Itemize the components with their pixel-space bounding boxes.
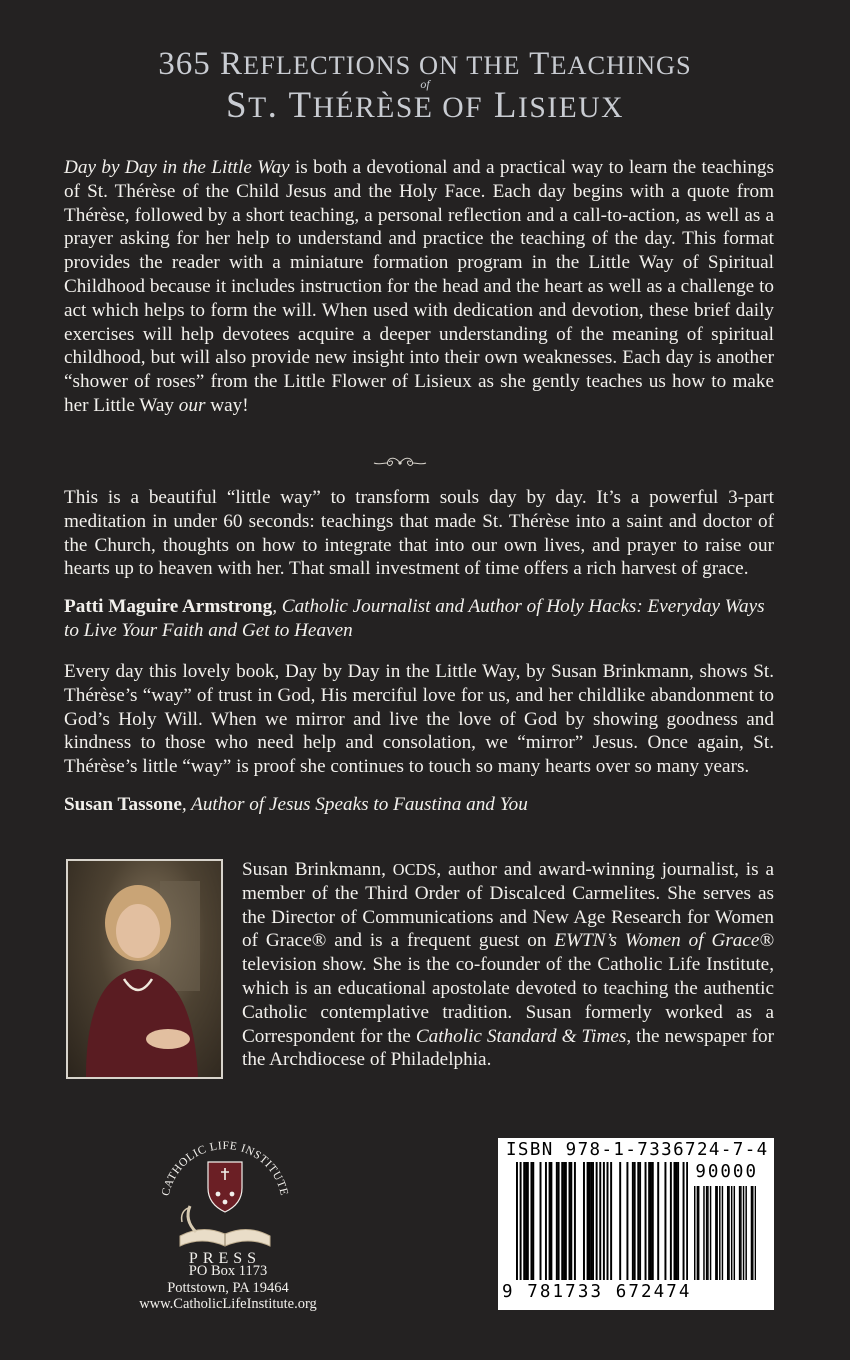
barcode-bar bbox=[523, 1162, 525, 1280]
barcode-bar bbox=[527, 1162, 529, 1280]
title-line-2: ST. THÉRÈSE OF LISIEUX bbox=[226, 85, 624, 126]
addon-bar bbox=[694, 1186, 695, 1280]
barcode-bar bbox=[588, 1162, 590, 1280]
publisher-website: www.CatholicLifeInstitute.org bbox=[139, 1296, 317, 1312]
addon-bar bbox=[707, 1186, 708, 1280]
endorsement-attribution-1: Patti Maguire Armstrong, Catholic Journalist and Author of Holy Hacks: Everyday Ways to Live Your Faith and Get to Heaven bbox=[64, 596, 765, 641]
barcode-bar bbox=[664, 1162, 666, 1280]
barcode-bar bbox=[670, 1162, 672, 1280]
barcode-bar bbox=[532, 1162, 534, 1280]
barcode-bar bbox=[637, 1162, 639, 1280]
barcode-bar bbox=[675, 1162, 677, 1280]
ornament-divider-icon bbox=[370, 453, 430, 473]
addon-bar bbox=[716, 1186, 717, 1280]
barcode-bar bbox=[550, 1162, 552, 1280]
barcode-bar bbox=[590, 1162, 592, 1280]
barcode-bar bbox=[545, 1162, 547, 1280]
quill-icon bbox=[182, 1206, 196, 1232]
addon-bar bbox=[728, 1186, 729, 1280]
title-line-1: 365 REFLECTIONS ON THE TEACHINGS bbox=[158, 46, 692, 82]
addon-bar bbox=[752, 1186, 753, 1280]
barcode-bar bbox=[540, 1162, 542, 1280]
addon-bar bbox=[731, 1186, 732, 1280]
barcode-bar bbox=[683, 1162, 685, 1280]
barcode-bar bbox=[558, 1162, 560, 1280]
barcode-bar bbox=[652, 1162, 654, 1280]
isbn-label: ISBN 978-1-7336724-7-4 bbox=[506, 1140, 769, 1160]
carmelite-shield-icon bbox=[208, 1162, 242, 1212]
barcode-bar bbox=[583, 1162, 585, 1280]
barcode-bar bbox=[565, 1162, 567, 1280]
book-title bbox=[0, 44, 850, 129]
barcode-bar bbox=[570, 1162, 572, 1280]
addon-bar bbox=[697, 1186, 698, 1280]
address-line-2: Pottstown, PA 19464 bbox=[167, 1279, 289, 1296]
addon-bar bbox=[751, 1186, 752, 1280]
barcode-bar bbox=[632, 1162, 634, 1280]
addon-bar bbox=[740, 1186, 741, 1280]
addon-bar bbox=[739, 1186, 740, 1280]
barcode-bar bbox=[648, 1162, 650, 1280]
endorsement-attribution-2: Susan Tassone, Author of Jesus Speaks to Faustina and You bbox=[64, 794, 528, 815]
barcode-bar bbox=[574, 1162, 576, 1280]
barcode-bar bbox=[619, 1162, 621, 1280]
addon-bar bbox=[703, 1186, 704, 1280]
barcode-bar bbox=[556, 1162, 558, 1280]
barcode-bar bbox=[596, 1162, 598, 1280]
addon-bar bbox=[715, 1186, 716, 1280]
author-bio: Susan Brinkmann, OCDS, author and award-winning journalist, is a member of the Third Order of Discalced Carmelites. She serves as the Director of Communications and New Age Research for Women of Grace® and is a frequent guest on EWTN’s Women of Grace® television show. She is the co-founder of the Catholic Life Institute, which is an educational apostolate devoted to teaching the authentic Catholic contemplative tradition. Susan formerly worked as a Correspondent for the Catholic Standard & Times, the newspaper for the Archdiocese of Philadelphia. bbox=[242, 859, 775, 1071]
title-of: of bbox=[420, 77, 430, 91]
barcode-bar bbox=[645, 1162, 647, 1280]
isbn-barcode bbox=[498, 1138, 774, 1310]
barcode-bar bbox=[520, 1162, 522, 1280]
barcode-digits: 9 781733 672474 bbox=[502, 1282, 692, 1302]
addon-bar bbox=[745, 1186, 746, 1280]
book-description: Day by Day in the Little Way is both a devotional and a practical way to learn the teachings of St. Thérèse of the Child Jesus and the Holy Face. Each day begins with a quote from Thérèse, followed by a short teaching, a personal reflection and a call-to-action, as well as a prayer asking for her help to understand and practice the teaching of the day. This format provides the reader with a miniature formation program in the Little Way of Spiritual Childhood because it includes instruction for the head and the heart as well as a challenge to act which helps to form the will. When used with dedication and devotion, these brief daily exercises will help devotees acquire a deeper understanding of the meaning of spiritual childhood, but will also provide new insight into their own weaknesses. Each day is another “shower of roses” from the Little Flower of Lisieux as she gently teaches us how to make her Little Way our way! bbox=[64, 157, 774, 416]
endorsement-quote-1: This is a beautiful “little way” to transform souls day by day. It’s a powerful 3-part meditation in under 60 seconds: teachings that made St. Thérèse into a saint and doctor of the Church, thoughts on how to integrate that into our own lives, and prayer to raise our hearts up to heaven with her. That small investment of time offers a rich harvest of grace. bbox=[64, 487, 774, 580]
publisher-logo bbox=[150, 1128, 300, 1268]
author-photo bbox=[66, 859, 223, 1079]
barcode-bar bbox=[599, 1162, 601, 1280]
barcode-bar bbox=[516, 1162, 518, 1280]
svg-text:CATHOLIC LIFE INSTITUTE: CATHOLIC LIFE INSTITUTE bbox=[159, 1139, 291, 1198]
addon-bar bbox=[710, 1186, 711, 1280]
barcode-bar bbox=[626, 1162, 628, 1280]
publisher-address bbox=[108, 1263, 348, 1313]
address-line-1: PO Box 1173 bbox=[188, 1263, 268, 1279]
addon-bar bbox=[727, 1186, 728, 1280]
barcode-bar bbox=[569, 1162, 571, 1280]
barcode-bar bbox=[677, 1162, 679, 1280]
addon-bar bbox=[755, 1186, 756, 1280]
barcode-bar bbox=[610, 1162, 612, 1280]
addon-bar bbox=[719, 1186, 720, 1280]
author-portrait-icon bbox=[68, 861, 221, 1077]
barcode-bar bbox=[607, 1162, 609, 1280]
barcode-bar bbox=[561, 1162, 563, 1280]
press-label: PRESS bbox=[188, 1250, 262, 1267]
barcode-bar bbox=[592, 1162, 594, 1280]
addon-bar bbox=[706, 1186, 707, 1280]
addon-bar bbox=[734, 1186, 735, 1280]
barcode-bar bbox=[549, 1162, 551, 1280]
endorsement-quote-2: Every day this lovely book, Day by Day in the Little Way, by Susan Brinkmann, shows St. Thérèse’s “way” of trust in God, His merciful love for us, and her childlike abandonment to God’s Holy Will. When we mirror and live the love of God by showing goodness and kindness to those who need help and consolation, we “mirror” Jesus. Once again, St. Thérèse’s little “way” is proof she continues to touch so many hearts over so many years. bbox=[64, 661, 774, 778]
addon-bar bbox=[698, 1186, 699, 1280]
open-book-icon bbox=[180, 1229, 270, 1246]
barcode-bar bbox=[530, 1162, 532, 1280]
barcode-bar bbox=[587, 1162, 589, 1280]
barcode-bar bbox=[525, 1162, 527, 1280]
addon-barcode bbox=[694, 1186, 756, 1280]
price-code: 90000 bbox=[695, 1162, 758, 1182]
barcode-bar bbox=[650, 1162, 652, 1280]
barcode-bar bbox=[603, 1162, 605, 1280]
addon-bar bbox=[743, 1186, 744, 1280]
barcode-bar bbox=[563, 1162, 565, 1280]
barcode-bar bbox=[674, 1162, 676, 1280]
addon-bar bbox=[722, 1186, 723, 1280]
barcode-bar bbox=[634, 1162, 636, 1280]
barcode-bar bbox=[686, 1162, 688, 1280]
ean13-barcode bbox=[516, 1162, 688, 1284]
barcode-bar bbox=[657, 1162, 659, 1280]
barcode-bar bbox=[639, 1162, 641, 1280]
